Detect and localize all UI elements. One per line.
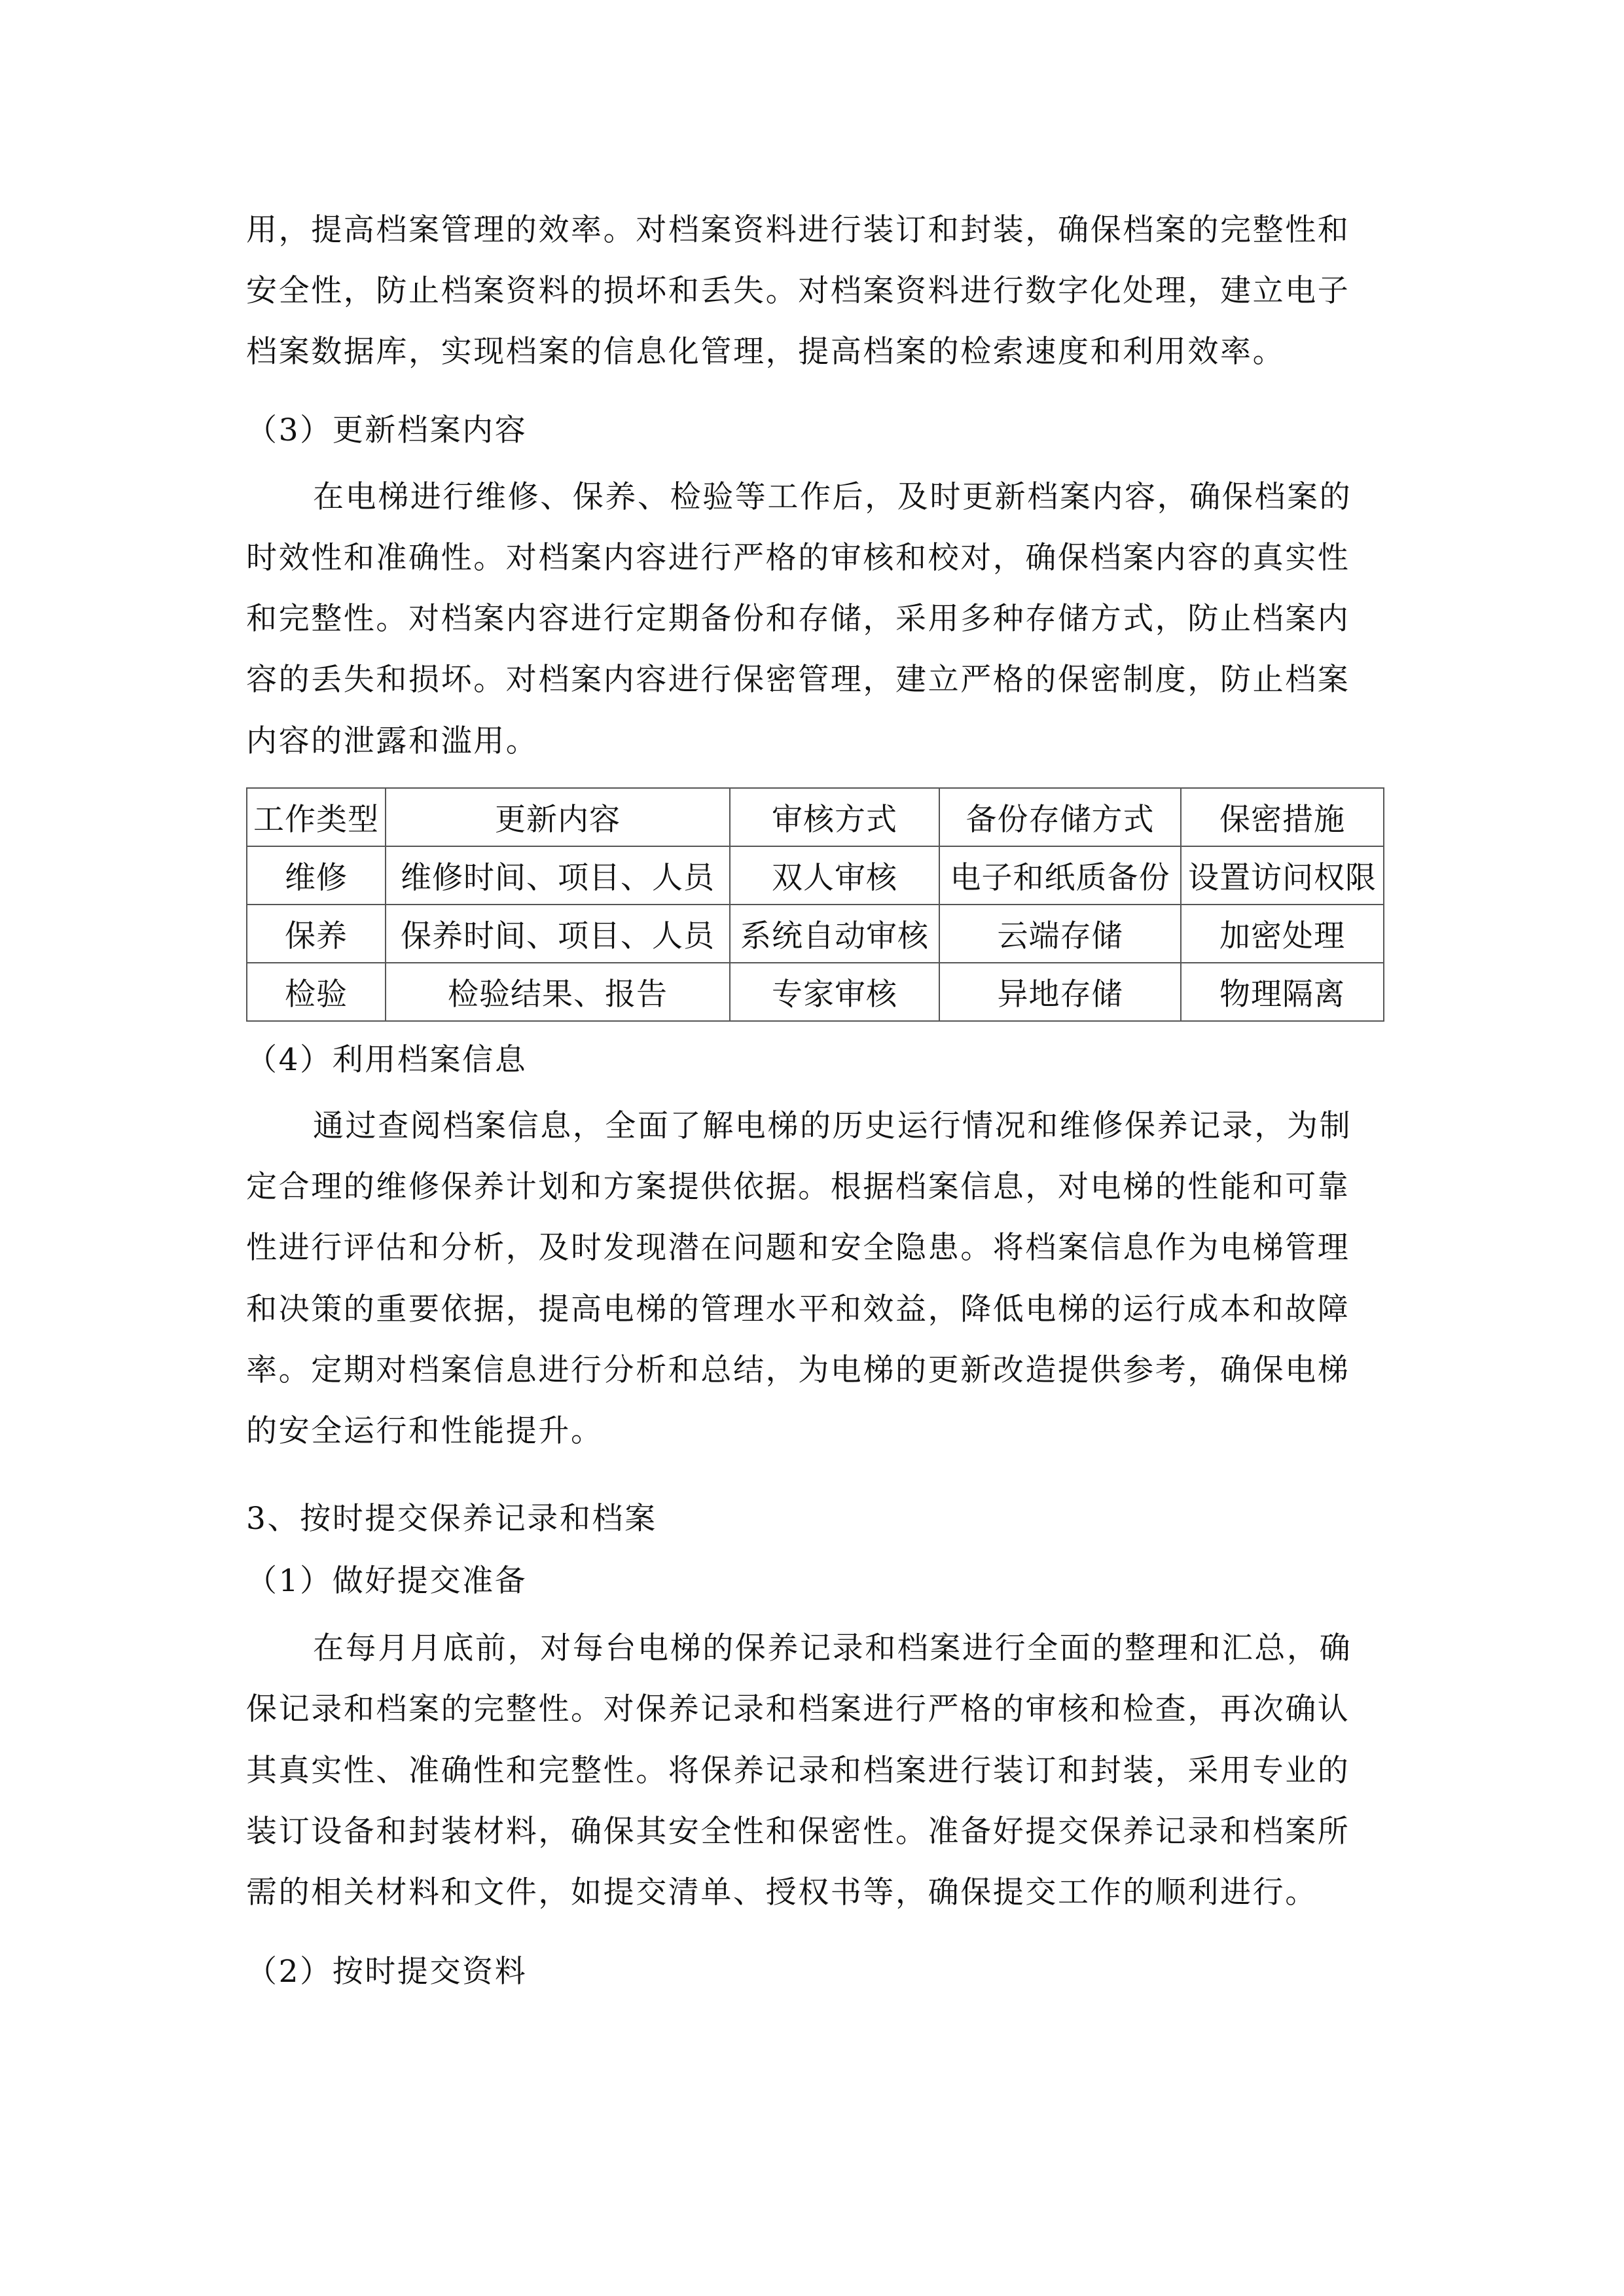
paragraph-line: 和完整性。对档案内容进行定期备份和存储，采用多种存储方式，防止档案内 [246,601,1350,637]
paragraph-line: 其真实性、准确性和完整性。将保养记录和档案进行装订和封装，采用专业的 [246,1753,1350,1789]
table-row [247,905,1384,963]
table-cell: 维修时间、项目、人员 [386,846,730,905]
chapter-heading: 3、按时提交保养记录和档案 [246,1501,657,1537]
table-cell: 检验结果、报告 [386,963,730,1021]
paragraph-line: 通过查阅档案信息，全面了解电梯的历史运行情况和维修保养记录，为制 [313,1108,1352,1144]
table-header-row [247,788,1384,846]
table-cell: 物理隔离 [1181,963,1384,1021]
table-row [247,846,1384,905]
paragraph-line: 安全性，防止档案资料的损坏和丢失。对档案资料进行数字化处理，建立电子 [246,273,1350,309]
paragraph-line: 用，提高档案管理的效率。对档案资料进行装订和封装，确保档案的完整性和 [246,212,1350,248]
table-header-cell: 更新内容 [386,788,730,846]
table-cell: 加密处理 [1181,905,1384,963]
paragraph-line: 和决策的重要依据，提高电梯的管理水平和效益，降低电梯的运行成本和故障 [246,1291,1350,1327]
paragraph-line: 内容的泄露和滥用。 [246,723,539,759]
paragraph-line: 装订设备和封装材料，确保其安全性和保密性。准备好提交保养记录和档案所 [246,1814,1350,1850]
table-cell: 云端存储 [939,905,1181,963]
section-heading: （1）做好提交准备 [246,1563,528,1599]
paragraph-line: 率。定期对档案信息进行分析和总结，为电梯的更新改造提供参考，确保电梯 [246,1352,1350,1388]
section-heading: （3）更新档案内容 [246,412,528,448]
paragraph-line: 时效性和准确性。对档案内容进行严格的审核和校对，确保档案内容的真实性 [246,540,1350,576]
table-cell: 保养 [247,905,386,963]
table-cell: 电子和纸质备份 [939,846,1181,905]
table-cell: 检验 [247,963,386,1021]
table-cell: 双人审核 [730,846,939,905]
paragraph-line: 容的丢失和损坏。对档案内容进行保密管理，建立严格的保密制度，防止档案 [246,662,1350,698]
paragraph-line: 在每月月底前，对每台电梯的保养记录和档案进行全面的整理和汇总，确 [313,1630,1352,1666]
paragraph-line: 需的相关材料和文件，如提交清单、授权书等，确保提交工作的顺利进行。 [246,1874,1318,1910]
paragraph-line: 定合理的维修保养计划和方案提供依据。根据档案信息，对电梯的性能和可靠 [246,1169,1350,1205]
table-header-cell: 备份存储方式 [939,788,1181,846]
paragraph-line: 保记录和档案的完整性。对保养记录和档案进行严格的审核和检查，再次确认 [246,1691,1350,1727]
paragraph-line: 在电梯进行维修、保养、检验等工作后，及时更新档案内容，确保档案的 [313,479,1352,515]
table-row [247,963,1384,1021]
paragraph-line: 的安全运行和性能提升。 [246,1413,604,1449]
table-header-cell: 保密措施 [1181,788,1384,846]
table-header-cell: 工作类型 [247,788,386,846]
table-cell: 异地存储 [939,963,1181,1021]
paragraph-line: 档案数据库，实现档案的信息化管理，提高档案的检索速度和利用效率。 [246,334,1286,370]
table-cell: 专家审核 [730,963,939,1021]
section-heading: （2）按时提交资料 [246,1954,528,1990]
paragraph-line: 性进行评估和分析，及时发现潜在问题和安全隐患。将档案信息作为电梯管理 [246,1230,1350,1266]
table-cell: 保养时间、项目、人员 [386,905,730,963]
table-cell: 设置访问权限 [1181,846,1384,905]
table-cell: 维修 [247,846,386,905]
table-cell: 系统自动审核 [730,905,939,963]
table-header-cell: 审核方式 [730,788,939,846]
archive-update-table [246,787,1384,1022]
section-heading: （4）利用档案信息 [246,1042,528,1078]
